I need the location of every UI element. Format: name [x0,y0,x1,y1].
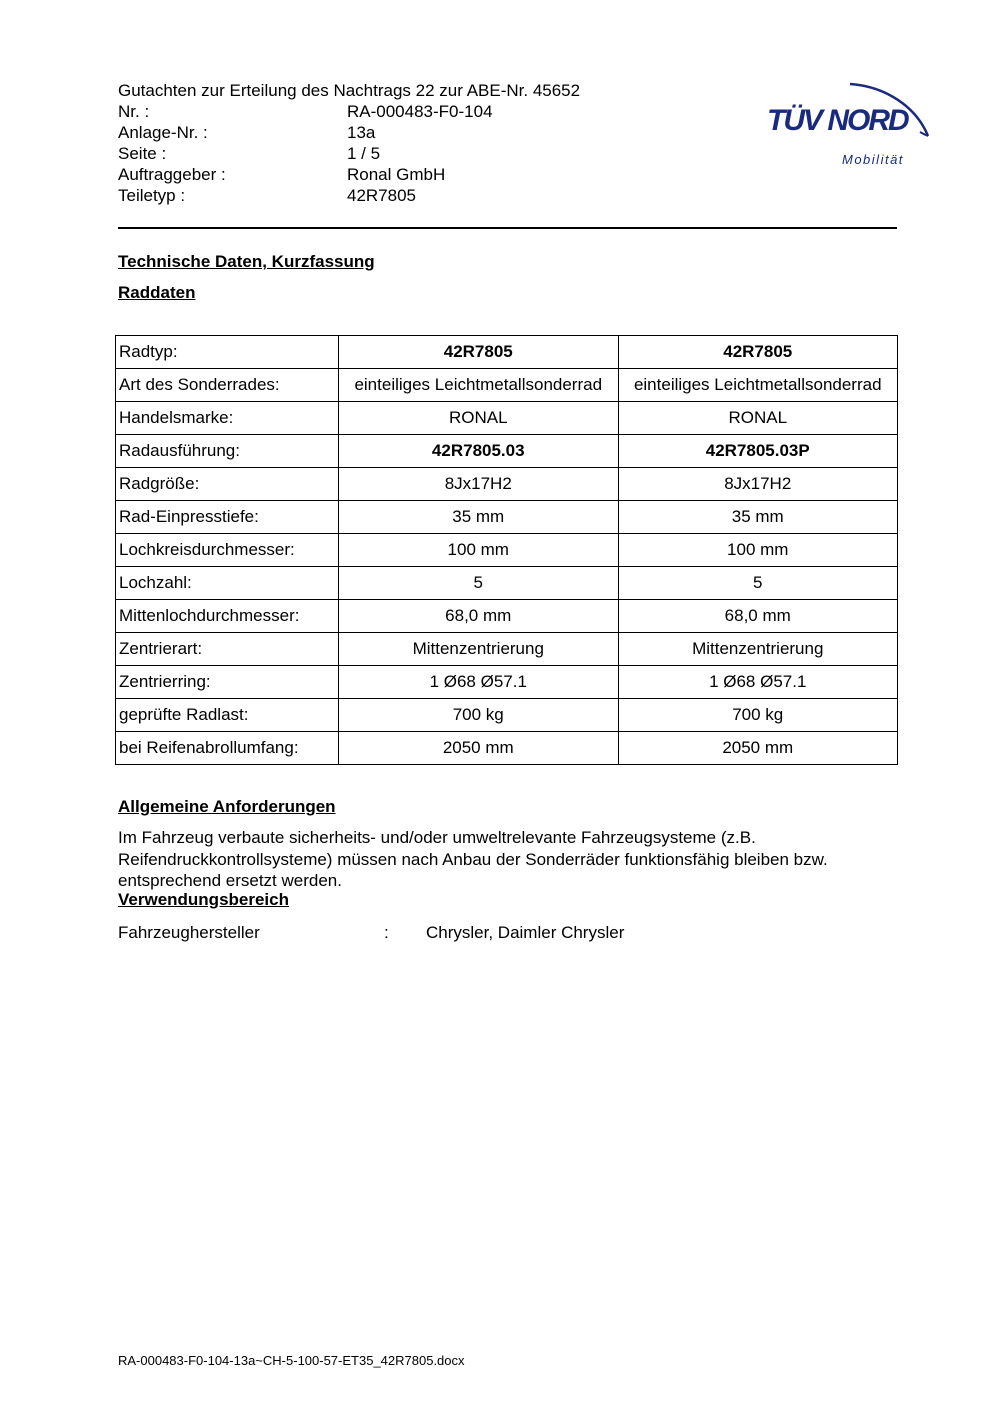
row-label: Mittenlochdurchmesser: [116,600,339,633]
row-value-1: 35 mm [339,501,619,534]
header-meta-key: Anlage-Nr. : [118,123,208,142]
header-meta-value: 1 / 5 [347,144,381,163]
row-value-1: RONAL [339,402,619,435]
row-value-1: 2050 mm [339,732,619,765]
row-value-1: 700 kg [339,699,619,732]
row-label: Handelsmarke: [116,402,339,435]
usage-row [118,922,624,943]
header-meta-value: 42R7805 [347,186,417,205]
header-meta-value: 13a [347,123,376,142]
row-value-1: Mittenzentrierung [339,633,619,666]
table-row [116,369,898,402]
header-meta-row [118,185,580,206]
logo-brand: TÜV NORD [767,104,908,137]
row-value-2: 2050 mm [618,732,898,765]
logo-subtitle: Mobilität [842,152,904,167]
table-row [116,567,898,600]
row-label: Art des Sonderrades: [116,369,339,402]
row-label: bei Reifenabrollumfang: [116,732,339,765]
row-label: Zentrierring: [116,666,339,699]
row-value-2: 100 mm [618,534,898,567]
row-label: Lochkreisdurchmesser: [116,534,339,567]
table-row [116,600,898,633]
table-row [116,402,898,435]
row-value-2: 68,0 mm [618,600,898,633]
table-row [116,666,898,699]
row-value-2: RONAL [618,402,898,435]
row-value-2: 42R7805 [618,336,898,369]
header-meta-key: Auftraggeber : [118,165,226,184]
header-divider [118,227,897,229]
row-label: Radgröße: [116,468,339,501]
row-value-1: einteiliges Leichtmetallsonderrad [339,369,619,402]
document-title: Gutachten zur Erteilung des Nachtrags 22 zur ABE-Nr. 45652 [118,81,581,100]
table-row [116,501,898,534]
section-heading-general: Allgemeine Anforderungen [118,797,336,816]
header-meta-key: Nr. : [118,102,150,121]
header-meta-row [118,101,580,122]
row-value-2: 8Jx17H2 [618,468,898,501]
table-row [116,468,898,501]
table-row [116,336,898,369]
usage-separator: : [384,923,389,942]
row-value-2: einteiliges Leichtmetallsonderrad [618,369,898,402]
row-value-2: 42R7805.03P [618,435,898,468]
table-row [116,732,898,765]
header-meta [118,101,580,206]
usage-value: Chrysler, Daimler Chrysler [426,923,625,942]
row-label: Radausführung: [116,435,339,468]
footer-filename: RA-000483-F0-104-13a~CH-5-100-57-ET35_42R7805.docx [118,1353,465,1368]
tuv-nord-logo [762,56,942,176]
document-header [118,80,580,206]
wheel-data-table [115,335,898,765]
row-value-1: 1 Ø68 Ø57.1 [339,666,619,699]
usage-key: Fahrzeughersteller [118,923,260,942]
header-meta-key: Teiletyp : [118,186,186,205]
row-label: Zentrierart: [116,633,339,666]
table-row [116,699,898,732]
section-heading-wheel-data: Raddaten [118,283,196,302]
row-value-2: 700 kg [618,699,898,732]
row-value-1: 42R7805.03 [339,435,619,468]
header-meta-value: Ronal GmbH [347,165,446,184]
table-row [116,435,898,468]
row-value-1: 68,0 mm [339,600,619,633]
header-meta-key: Seite : [118,144,167,163]
row-value-2: 1 Ø68 Ø57.1 [618,666,898,699]
row-label: Radtyp: [116,336,339,369]
table-row [116,534,898,567]
row-value-1: 8Jx17H2 [339,468,619,501]
row-value-1: 100 mm [339,534,619,567]
row-value-2: Mittenzentrierung [618,633,898,666]
row-value-1: 5 [339,567,619,600]
section-heading-tech-data: Technische Daten, Kurzfassung [118,252,375,271]
table-row [116,633,898,666]
general-requirements-text: Im Fahrzeug verbaute sicherheits- und/oder umweltrelevante Fahrzeugsysteme (z.B. Reifendruckkontrollsysteme) müssen nach Anbau der Sonderräder funktionsfähig bleiben bzw. entsprechend ersetzt werden. [118,828,828,890]
section-heading-usage: Verwendungsbereich [118,890,289,909]
row-value-2: 35 mm [618,501,898,534]
row-label: Lochzahl: [116,567,339,600]
header-meta-row [118,164,580,185]
header-meta-row [118,122,580,143]
row-label: geprüfte Radlast: [116,699,339,732]
row-value-1: 42R7805 [339,336,619,369]
row-value-2: 5 [618,567,898,600]
header-meta-value: RA-000483-F0-104 [347,102,493,121]
header-meta-row [118,143,580,164]
row-label: Rad-Einpresstiefe: [116,501,339,534]
